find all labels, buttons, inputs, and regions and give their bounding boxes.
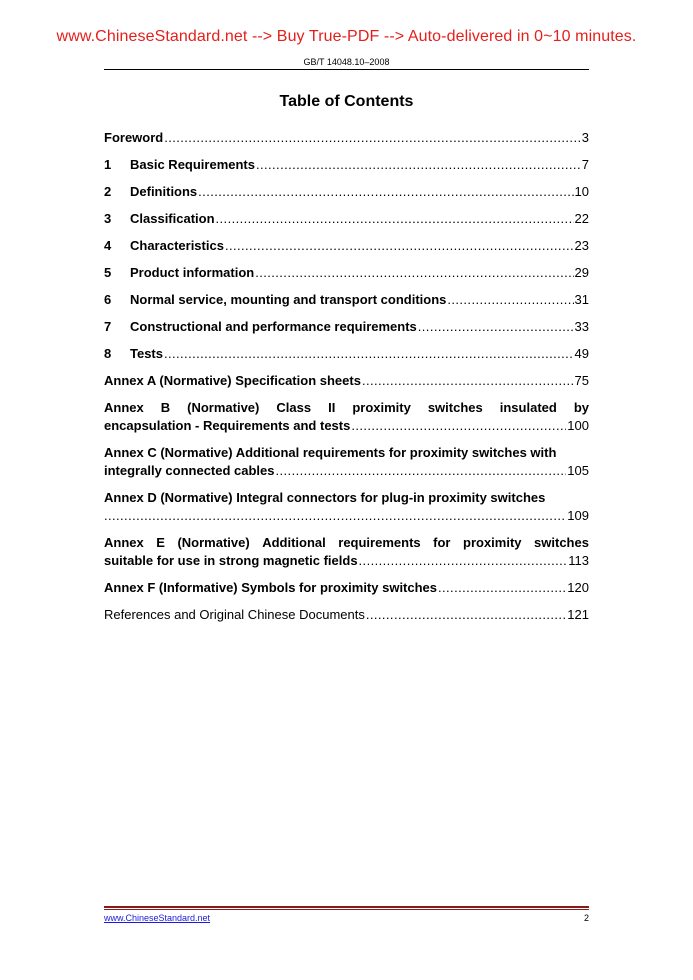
standard-number: GB/T 14048.10–2008 (303, 57, 390, 67)
label-word: (Normative) (187, 400, 260, 415)
toc-entry-page: 7 (581, 157, 589, 172)
toc-entry-page: 49 (574, 346, 589, 361)
toc-entry-page: 31 (574, 292, 589, 307)
dot-leader (225, 237, 574, 255)
label-word: proximity (352, 400, 411, 415)
toc-entry-2[interactable] (104, 183, 589, 201)
header-rule (104, 69, 589, 70)
toc-entry-number: 2 (104, 184, 112, 199)
toc-entry-page: 105 (567, 463, 589, 478)
toc-entry-page: 3 (581, 130, 589, 145)
dot-leader (438, 579, 566, 597)
toc-title: Table of Contents (279, 93, 414, 110)
label-word: Additional (262, 535, 326, 550)
toc-entry-3[interactable] (104, 210, 589, 228)
footer-rule (104, 906, 589, 908)
label-word: for (433, 535, 451, 550)
toc-entry-label: Foreword (104, 130, 164, 145)
toc-entry-annex-a[interactable] (104, 372, 589, 390)
toc-entry-label: Annex F (Informative) Symbols for proximity switches (104, 580, 438, 595)
dot-leader (164, 129, 581, 147)
toc-entry-label-line2: encapsulation - Requirements and tests (104, 418, 351, 433)
footer-rule-thin (104, 909, 589, 910)
label-word: B (160, 400, 171, 415)
toc-entry-annex-d[interactable] (104, 489, 589, 525)
label-word: II (328, 400, 336, 415)
toc-entry-label: Tests (130, 346, 163, 361)
dot-leader (447, 291, 573, 309)
toc-entry-annex-b[interactable] (104, 399, 589, 435)
label-word: requirements (338, 535, 421, 550)
toc-entry-label: Annex A (Normative) Specification sheets (104, 373, 361, 388)
toc-entry-page: 120 (567, 580, 589, 595)
toc-entry-4[interactable] (104, 237, 589, 255)
toc-entry-label-line1 (104, 534, 589, 552)
toc-entry-label: Product information (130, 265, 255, 280)
toc-entry-page: 22 (574, 211, 589, 226)
toc-entry-page: 23 (574, 238, 589, 253)
dot-leader (104, 507, 566, 525)
toc-entry-label: Basic Requirements (130, 157, 255, 172)
dot-leader (351, 417, 566, 435)
table-of-contents (104, 129, 589, 633)
dot-leader (256, 156, 581, 174)
dot-leader (276, 462, 567, 480)
label-word: switches (534, 535, 589, 550)
toc-entry-foreword[interactable] (104, 129, 589, 147)
footer-website-link[interactable]: www.ChineseStandard.net (104, 913, 211, 923)
toc-entry-6[interactable] (104, 291, 589, 309)
label-word: Class (276, 400, 312, 415)
dot-leader (359, 552, 568, 570)
dot-leader (216, 210, 574, 228)
label-word: by (573, 400, 589, 415)
toc-entry-label: Characteristics (130, 238, 224, 253)
dot-leader (362, 372, 574, 390)
toc-entry-page: 29 (574, 265, 589, 280)
toc-entry-number: 1 (104, 157, 112, 172)
toc-entry-page: 121 (567, 607, 589, 622)
toc-entry-annex-f[interactable] (104, 579, 589, 597)
toc-entry-number: 8 (104, 346, 112, 361)
dot-leader (164, 345, 574, 363)
toc-entry-annex-e[interactable] (104, 534, 589, 570)
toc-entry-label-line1 (104, 399, 589, 417)
toc-entry-8[interactable] (104, 345, 589, 363)
dot-leader (198, 183, 573, 201)
dot-leader (255, 264, 573, 282)
label-word: switches (427, 400, 483, 415)
toc-entry-label: Definitions (130, 184, 198, 199)
toc-entry-page: 113 (568, 553, 589, 568)
dot-leader (366, 606, 566, 624)
toc-entry-label: Normal service, mounting and transport conditions (130, 292, 447, 307)
toc-entry-annex-c[interactable] (104, 444, 589, 480)
toc-entry-number: 4 (104, 238, 112, 253)
label-word: E (156, 535, 165, 550)
dot-leader (418, 318, 574, 336)
toc-entry-5[interactable] (104, 264, 589, 282)
label-word: insulated (499, 400, 557, 415)
toc-entry-page: 75 (574, 373, 589, 388)
toc-entry-label: Classification (130, 211, 215, 226)
toc-entry-page: 100 (567, 418, 589, 433)
toc-entry-number: 5 (104, 265, 112, 280)
toc-entry-label-line1: Annex D (Normative) Integral connectors for plug-in proximity switches (104, 490, 546, 505)
toc-entry-label-line2: integrally connected cables (104, 463, 275, 478)
toc-entry-page: 10 (574, 184, 589, 199)
toc-entry-references[interactable] (104, 606, 589, 624)
label-word: proximity (463, 535, 522, 550)
toc-entry-number: 7 (104, 319, 112, 334)
page-number: 2 (583, 913, 589, 923)
label-word: Annex (104, 400, 144, 415)
toc-entry-label: Constructional and performance requirements (130, 319, 417, 334)
toc-entry-1[interactable] (104, 156, 589, 174)
label-word: (Normative) (177, 535, 250, 550)
toc-entry-7[interactable] (104, 318, 589, 336)
toc-entry-label-line2: suitable for use in strong magnetic fields (104, 553, 358, 568)
top-banner[interactable]: www.ChineseStandard.net --> Buy True-PDF --> Auto-delivered in 0~10 minutes. (56, 28, 637, 45)
toc-entry-page: 33 (574, 319, 589, 334)
toc-entry-number: 3 (104, 211, 112, 226)
toc-entry-label-line1: Annex C (Normative) Additional requirements for proximity switches with (104, 445, 557, 460)
toc-entry-number: 6 (104, 292, 112, 307)
toc-entry-page: 109 (567, 508, 589, 523)
label-word: Annex (104, 535, 144, 550)
toc-entry-label: References and Original Chinese Documents (104, 607, 365, 622)
